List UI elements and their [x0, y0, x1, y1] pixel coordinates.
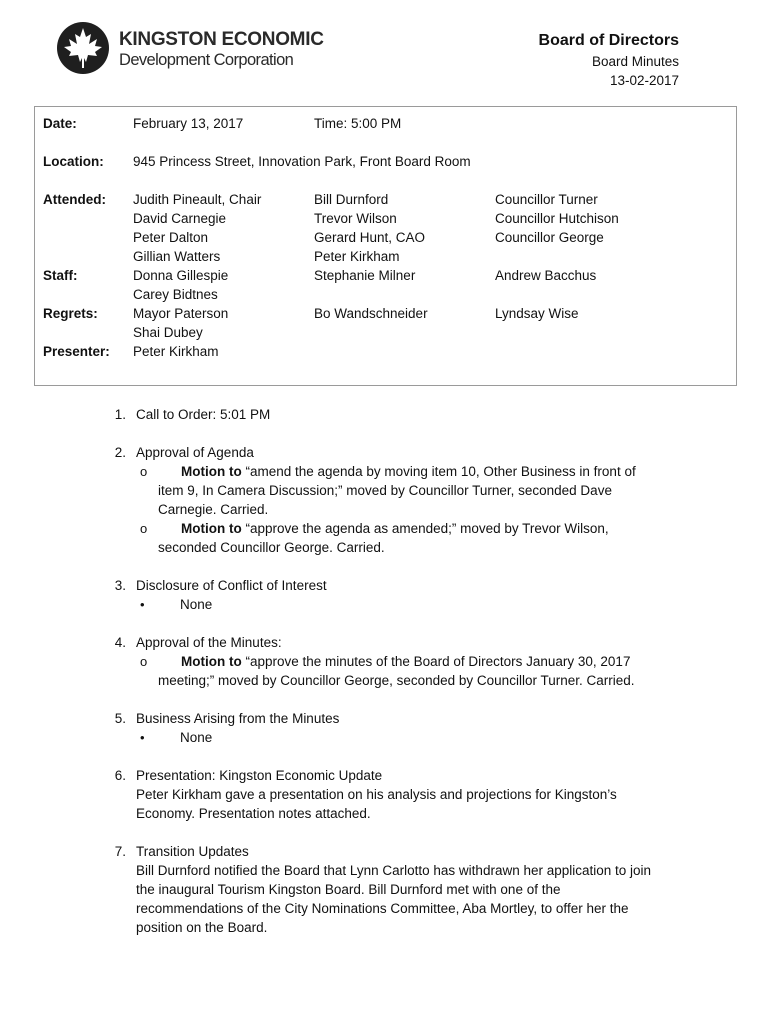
item-number: 4. [114, 635, 126, 650]
item-title: Business Arising from the Minutes [136, 711, 340, 726]
staff-member: Donna Gillespie [133, 268, 229, 283]
location-value: 945 Princess Street, Innovation Park, Front Board Room [133, 154, 471, 169]
regret-member: Shai Dubey [133, 325, 203, 340]
bullet-icon: • [140, 730, 145, 745]
item-title: Approval of the Minutes: [136, 635, 282, 650]
motion-line [181, 462, 636, 481]
motion-line: seconded Councillor George. Carried. [158, 540, 385, 555]
attendee: Councillor Hutchison [495, 211, 619, 226]
attendee: Judith Pineault, Chair [133, 192, 262, 207]
bullet-icon: • [140, 597, 145, 612]
item-number: 5. [114, 711, 126, 726]
attended-col1 [133, 190, 261, 266]
sub-bullet-icon: o [140, 654, 148, 669]
attended-col3 [495, 190, 619, 247]
motion-text: “approve the minutes of the Board of Directors January 30, 2017 [241, 654, 631, 669]
regret-member: Mayor Paterson [133, 306, 229, 321]
motion-label: Motion to [181, 654, 242, 669]
maple-leaf-icon [56, 20, 112, 76]
sub-bullet-icon: o [140, 521, 148, 536]
regret-member: Bo Wandschneider [314, 306, 428, 321]
time-value: Time: 5:00 PM [314, 116, 402, 131]
item-number: 3. [114, 578, 126, 593]
org-name-line2: Development Corporation [119, 51, 294, 69]
item-title: Approval of Agenda [136, 445, 254, 460]
date-label: Date: [43, 116, 77, 131]
attended-col2 [314, 190, 425, 266]
document-date: 13-02-2017 [609, 73, 679, 88]
sub-bullet-icon: o [140, 464, 148, 479]
item-body-line: the inaugural Tourism Kingston Board. Bill Durnford met with one of the [136, 882, 561, 897]
attendee: Peter Kirkham [314, 249, 400, 264]
staff-label: Staff: [43, 268, 78, 283]
attended-label: Attended: [43, 192, 106, 207]
location-label: Location: [43, 154, 104, 169]
motion-label: Motion to [181, 464, 242, 479]
presenter-value: Peter Kirkham [133, 344, 219, 359]
regrets-col1 [133, 304, 228, 342]
attendee: Bill Durnford [314, 192, 389, 207]
item-title: Transition Updates [136, 844, 249, 859]
attendee: Councillor George [495, 230, 604, 245]
motion-text: “amend the agenda by moving item 10, Other Business in front of [241, 464, 636, 479]
item-number: 7. [114, 844, 126, 859]
motion-line [181, 519, 609, 538]
item-body-line: position on the Board. [136, 920, 268, 935]
attendee: Peter Dalton [133, 230, 209, 245]
item-number: 6. [114, 768, 126, 783]
document-header [539, 30, 679, 90]
item-body-line: Peter Kirkham gave a presentation on his analysis and projections for Kingston’s [136, 787, 617, 802]
motion-label: Motion to [181, 521, 242, 536]
attendee: Gillian Watters [133, 249, 221, 264]
org-name-line1: KINGSTON ECONOMIC [119, 29, 324, 50]
attendee: Councillor Turner [495, 192, 598, 207]
item-body-line: Bill Durnford notified the Board that Lynn Carlotto has withdrawn her application to join [136, 863, 652, 878]
document-title: Board of Directors [538, 32, 679, 49]
date-value: February 13, 2017 [133, 116, 244, 131]
item-title: Call to Order: 5:01 PM [136, 407, 271, 422]
bullet-text: None [180, 597, 213, 612]
item-number: 1. [114, 407, 126, 422]
motion-line [181, 652, 630, 671]
regret-member: Lyndsay Wise [495, 306, 579, 321]
item-title: Presentation: Kingston Economic Update [136, 768, 383, 783]
motion-line: Carnegie. Carried. [158, 502, 269, 517]
bullet-text: None [180, 730, 213, 745]
regrets-label: Regrets: [43, 306, 98, 321]
org-logo [56, 20, 324, 78]
item-number: 2. [114, 445, 126, 460]
item-body-line: Economy. Presentation notes attached. [136, 806, 371, 821]
motion-line: meeting;” moved by Councillor George, seconded by Councillor Turner. Carried. [158, 673, 635, 688]
staff-member: Carey Bidtnes [133, 287, 218, 302]
document-subtitle: Board Minutes [591, 54, 679, 69]
attendee: Gerard Hunt, CAO [314, 230, 426, 245]
motion-text: “approve the agenda as amended;” moved by Trevor Wilson, [241, 521, 609, 536]
staff-col1 [133, 266, 228, 304]
presenter-label: Presenter: [43, 344, 110, 359]
staff-member: Stephanie Milner [314, 268, 416, 283]
attendee: David Carnegie [133, 211, 227, 226]
motion-line: item 9, In Camera Discussion;” moved by Councillor Turner, seconded Dave [158, 483, 612, 498]
staff-member: Andrew Bacchus [495, 268, 597, 283]
item-body-line: recommendations of the City Nominations Committee, Aba Mortley, to offer her the [136, 901, 629, 916]
attendee: Trevor Wilson [314, 211, 397, 226]
item-title: Disclosure of Conflict of Interest [136, 578, 327, 593]
